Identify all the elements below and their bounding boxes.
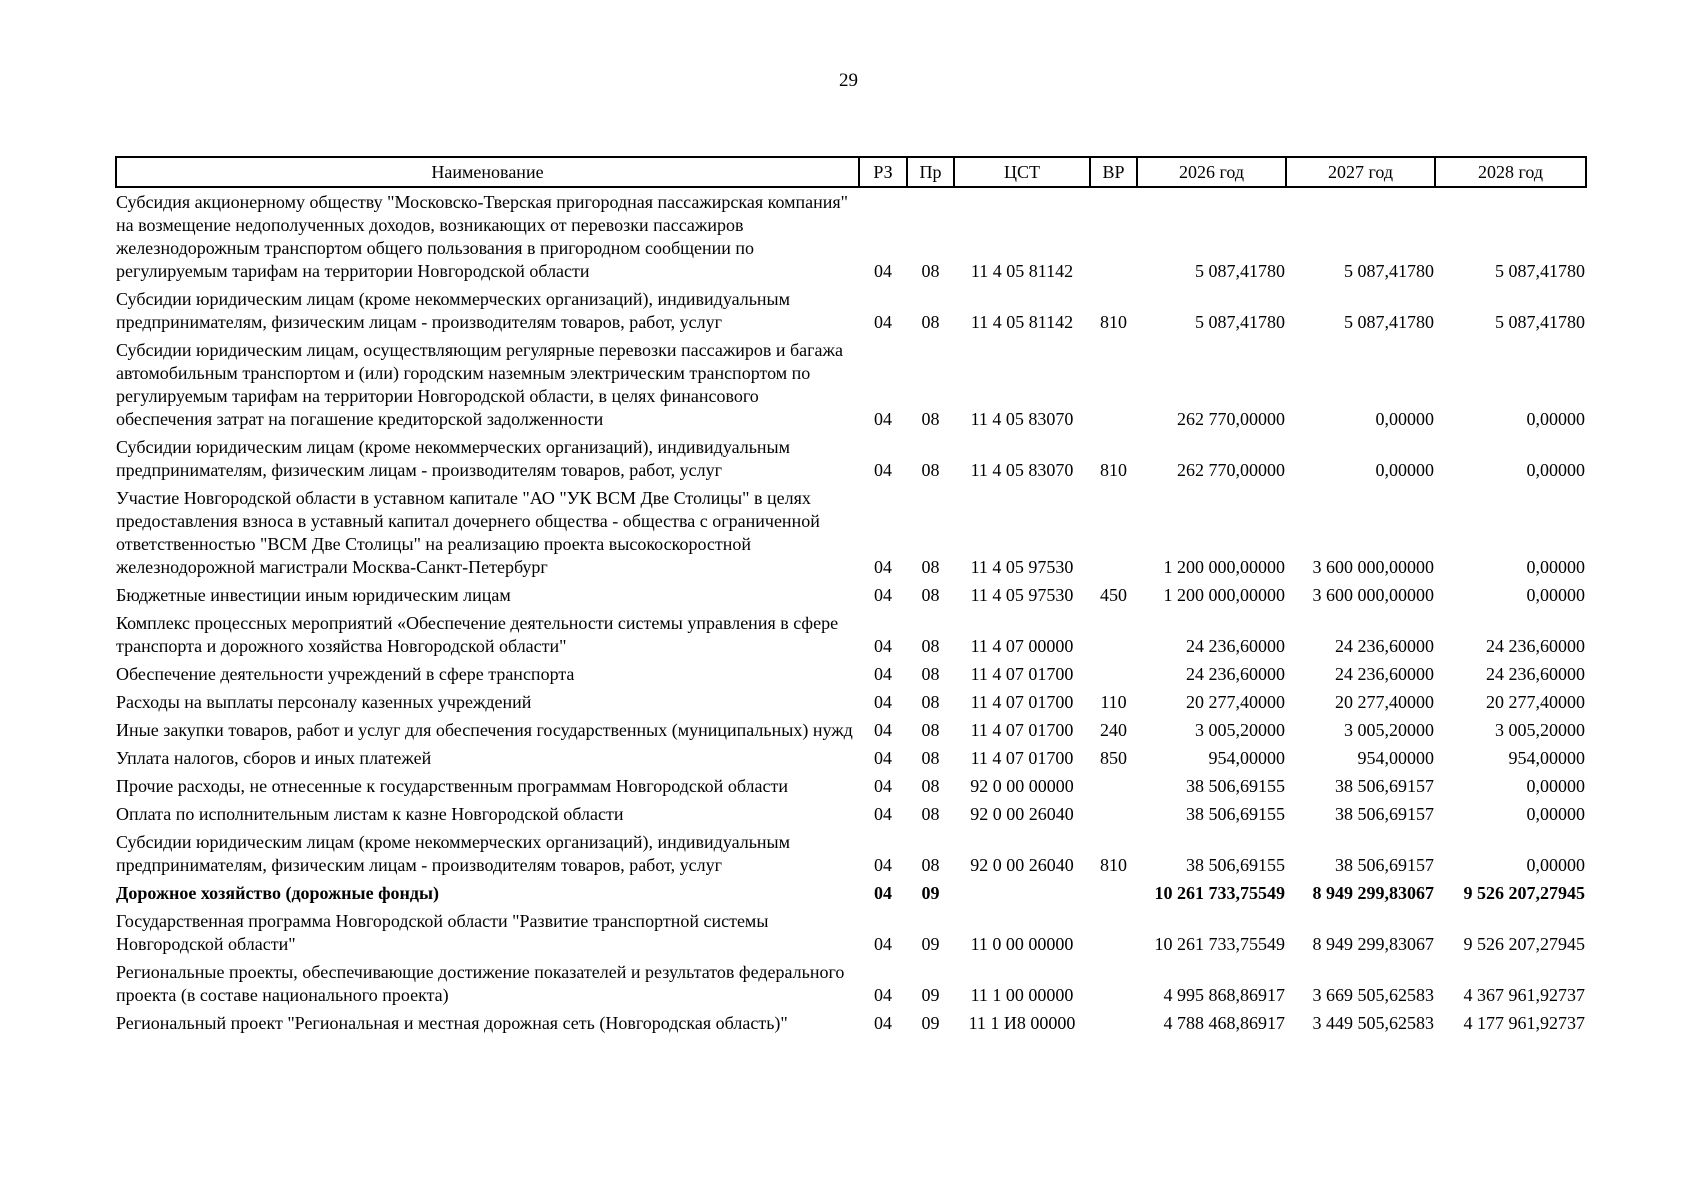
cell-rz: 04 <box>874 409 892 429</box>
cell-cst: 92 0 00 00000 <box>970 776 1074 796</box>
cell-2026: 3 005,20000 <box>1195 720 1285 740</box>
cell-name: Субсидии юридическим лицам (кроме некоммерческих организаций), индивидуальным предпринимателям, физическим лицам - производителям товаров, работ, услуг <box>116 832 791 875</box>
cell-cst: 11 4 07 01700 <box>970 748 1074 768</box>
cell-2028: 0,00000 <box>1526 804 1585 824</box>
header-2027: 2027 год <box>1286 157 1435 187</box>
cell-2028: 24 236,60000 <box>1486 636 1585 656</box>
cell-pr: 08 <box>921 636 940 656</box>
cell-vr <box>1090 336 1137 433</box>
cell-vr <box>1090 1009 1137 1037</box>
cell-2028: 0,00000 <box>1526 585 1585 605</box>
cell-2027: 3 005,20000 <box>1344 720 1434 740</box>
cell-cst <box>954 879 1090 907</box>
header-name: Наименование <box>116 157 859 187</box>
cell-vr <box>1090 187 1137 285</box>
cell-rz: 04 <box>874 664 892 684</box>
cell-2027: 38 506,69157 <box>1335 804 1434 824</box>
cell-pr: 08 <box>921 748 940 768</box>
cell-2028: 5 087,41780 <box>1495 261 1585 281</box>
cell-vr: 810 <box>1100 460 1127 480</box>
table-row <box>116 688 1586 716</box>
cell-cst: 11 4 05 83070 <box>970 460 1074 480</box>
cell-name: Расходы на выплаты персоналу казенных учреждений <box>116 692 532 712</box>
cell-vr <box>1090 609 1137 660</box>
cell-vr: 110 <box>1100 692 1127 712</box>
cell-2028: 0,00000 <box>1526 460 1585 480</box>
cell-pr: 08 <box>921 460 940 480</box>
cell-2027: 8 949 299,83067 <box>1312 883 1434 903</box>
cell-2027: 954,00000 <box>1357 748 1434 768</box>
cell-name: Прочие расходы, не отнесенные к государственным программам Новгородской области <box>116 776 788 796</box>
cell-rz: 04 <box>874 855 892 875</box>
cell-2026: 262 770,00000 <box>1177 460 1285 480</box>
cell-name: Обеспечение деятельности учреждений в сфере транспорта <box>116 664 575 684</box>
cell-rz: 04 <box>874 585 892 605</box>
cell-pr: 08 <box>921 804 940 824</box>
cell-vr <box>1090 484 1137 581</box>
table-body <box>116 187 1586 1037</box>
cell-pr: 09 <box>921 934 940 954</box>
cell-rz: 04 <box>874 985 892 1005</box>
cell-cst: 11 4 07 01700 <box>970 692 1074 712</box>
cell-vr <box>1090 958 1137 1009</box>
cell-rz: 04 <box>874 804 892 824</box>
cell-name: Уплата налогов, сборов и иных платежей <box>116 748 432 768</box>
cell-2026: 954,00000 <box>1208 748 1285 768</box>
cell-name: Оплата по исполнительным листам к казне Новгородской области <box>116 804 624 824</box>
cell-pr: 08 <box>921 664 940 684</box>
cell-2028: 954,00000 <box>1508 748 1585 768</box>
cell-pr: 09 <box>921 985 940 1005</box>
cell-pr: 09 <box>921 1013 940 1033</box>
cell-name: Субсидия акционерному обществу "Московско-Тверская пригородная пассажирская компания" на возмещение недополученных доходов, возникающих от перевозки пассажиров железнодорожным транспортом общего пользования в пригородном сообщении по регулируемым тарифам на территории Новгородской области <box>116 192 849 281</box>
cell-rz: 04 <box>874 748 892 768</box>
cell-rz: 04 <box>874 557 892 577</box>
cell-2026: 38 506,69155 <box>1186 804 1285 824</box>
table-row <box>116 609 1586 660</box>
table-row <box>116 800 1586 828</box>
cell-rz: 04 <box>874 720 892 740</box>
cell-2027: 38 506,69157 <box>1335 855 1434 875</box>
table-row <box>116 187 1586 285</box>
cell-cst: 11 4 05 97530 <box>970 585 1074 605</box>
cell-name: Региональный проект "Региональная и местная дорожная сеть (Новгородская область)" <box>116 1013 788 1033</box>
cell-rz: 04 <box>874 934 892 954</box>
header-vr: ВР <box>1090 157 1137 187</box>
cell-pr: 08 <box>921 855 940 875</box>
cell-cst: 11 4 05 81142 <box>970 261 1074 281</box>
table-row <box>116 660 1586 688</box>
cell-name: Участие Новгородской области в уставном капитале "АО "УК ВСМ Две Столицы" в целях предоставления взноса в уставный капитал дочернего общества - общества с ограниченной ответственностью "ВСМ Две Столицы" на реализацию проекта высокоскоростной железнодорожной магистрали Москва-Санкт-Петербург <box>116 488 820 577</box>
budget-table <box>115 156 1587 1037</box>
cell-name: Региональные проекты, обеспечивающие достижение показателей и результатов федерального проекта (в составе национального проекта) <box>116 962 845 1005</box>
table-row <box>116 907 1586 958</box>
table-row <box>116 336 1586 433</box>
cell-cst: 92 0 00 26040 <box>970 855 1074 875</box>
cell-2027: 3 449 505,62583 <box>1312 1013 1434 1033</box>
cell-name: Дорожное хозяйство (дорожные фонды) <box>116 883 440 903</box>
cell-2028: 4 177 961,92737 <box>1463 1013 1585 1033</box>
header-2028: 2028 год <box>1435 157 1586 187</box>
cell-2027: 0,00000 <box>1375 409 1434 429</box>
cell-cst: 11 0 00 00000 <box>970 934 1074 954</box>
table-row <box>116 484 1586 581</box>
cell-cst: 11 1 00 00000 <box>970 985 1074 1005</box>
header-rz: РЗ <box>859 157 907 187</box>
cell-2026: 4 788 468,86917 <box>1163 1013 1285 1033</box>
cell-2028: 0,00000 <box>1526 776 1585 796</box>
cell-2028: 24 236,60000 <box>1486 664 1585 684</box>
table-row <box>116 879 1586 907</box>
cell-cst: 92 0 00 26040 <box>970 804 1074 824</box>
cell-vr: 850 <box>1100 748 1127 768</box>
cell-2026: 10 261 733,75549 <box>1154 934 1285 954</box>
cell-name: Комплекс процессных мероприятий «Обеспечение деятельности системы управления в сфере транспорта и дорожного хозяйства Новгородской области" <box>116 613 839 656</box>
cell-2028: 4 367 961,92737 <box>1463 985 1585 1005</box>
table-row <box>116 433 1586 484</box>
header-2026: 2026 год <box>1137 157 1286 187</box>
cell-2027: 38 506,69157 <box>1335 776 1434 796</box>
cell-rz: 04 <box>874 692 892 712</box>
cell-vr: 810 <box>1100 312 1127 332</box>
table-row <box>116 958 1586 1009</box>
cell-pr: 08 <box>921 776 940 796</box>
table-row <box>116 581 1586 609</box>
cell-cst: 11 1 И8 00000 <box>968 1013 1076 1033</box>
cell-2026: 38 506,69155 <box>1186 776 1285 796</box>
cell-vr <box>1090 772 1137 800</box>
cell-vr <box>1090 800 1137 828</box>
cell-rz: 04 <box>874 776 892 796</box>
cell-2028: 5 087,41780 <box>1495 312 1585 332</box>
cell-vr: 810 <box>1100 855 1127 875</box>
cell-2026: 38 506,69155 <box>1186 855 1285 875</box>
cell-2028: 0,00000 <box>1526 855 1585 875</box>
cell-2026: 1 200 000,00000 <box>1163 585 1285 605</box>
cell-2027: 20 277,40000 <box>1335 692 1434 712</box>
cell-vr: 450 <box>1100 585 1127 605</box>
cell-pr: 08 <box>921 692 940 712</box>
cell-name: Государственная программа Новгородской области "Развитие транспортной системы Новгородской области" <box>116 911 769 954</box>
table-row <box>116 744 1586 772</box>
cell-2027: 5 087,41780 <box>1344 312 1434 332</box>
cell-pr: 08 <box>921 720 940 740</box>
cell-2028: 0,00000 <box>1526 409 1585 429</box>
cell-2026: 24 236,60000 <box>1186 664 1285 684</box>
cell-rz: 04 <box>874 636 892 656</box>
cell-pr: 08 <box>921 585 940 605</box>
cell-2027: 24 236,60000 <box>1335 636 1434 656</box>
cell-pr: 08 <box>921 409 940 429</box>
header-pr: Пр <box>907 157 954 187</box>
cell-vr <box>1090 907 1137 958</box>
cell-2026: 1 200 000,00000 <box>1163 557 1285 577</box>
table-row <box>116 716 1586 744</box>
cell-2028: 9 526 207,27945 <box>1463 934 1585 954</box>
table-header-row <box>116 157 1586 187</box>
cell-2028: 0,00000 <box>1526 557 1585 577</box>
cell-vr: 240 <box>1100 720 1127 740</box>
cell-2026: 24 236,60000 <box>1186 636 1285 656</box>
cell-pr: 08 <box>921 312 940 332</box>
cell-2026: 4 995 868,86917 <box>1163 985 1285 1005</box>
cell-2027: 3 600 000,00000 <box>1312 585 1434 605</box>
cell-rz: 04 <box>874 261 892 281</box>
cell-2026: 5 087,41780 <box>1195 312 1285 332</box>
cell-pr: 08 <box>921 261 940 281</box>
cell-pr: 09 <box>921 883 940 903</box>
cell-2028: 3 005,20000 <box>1495 720 1585 740</box>
cell-rz: 04 <box>874 883 892 903</box>
cell-2027: 5 087,41780 <box>1344 261 1434 281</box>
cell-2026: 20 277,40000 <box>1186 692 1285 712</box>
cell-rz: 04 <box>874 1013 892 1033</box>
cell-cst: 11 4 07 00000 <box>970 636 1074 656</box>
cell-2027: 3 669 505,62583 <box>1312 985 1434 1005</box>
cell-rz: 04 <box>874 312 892 332</box>
page-number: 29 <box>839 70 858 91</box>
cell-2026: 10 261 733,75549 <box>1154 883 1285 903</box>
cell-name: Бюджетные инвестиции иным юридическим лицам <box>116 585 511 605</box>
cell-2027: 24 236,60000 <box>1335 664 1434 684</box>
cell-2027: 3 600 000,00000 <box>1312 557 1434 577</box>
cell-name: Субсидии юридическим лицам (кроме некоммерческих организаций), индивидуальным предпринимателям, физическим лицам - производителям товаров, работ, услуг <box>116 437 791 480</box>
cell-name: Субсидии юридическим лицам, осуществляющим регулярные перевозки пассажиров и багажа автомобильным транспортом и (или) городским наземным электрическим транспортом по регулируемым тарифам на территории Новгородской области, в целях финансового обеспечения затрат на погашение кредиторской задолженности <box>116 340 843 429</box>
cell-2028: 9 526 207,27945 <box>1463 883 1585 903</box>
table-row <box>116 285 1586 336</box>
cell-2028: 20 277,40000 <box>1486 692 1585 712</box>
cell-vr <box>1090 879 1137 907</box>
table-row <box>116 828 1586 879</box>
cell-name: Субсидии юридическим лицам (кроме некоммерческих организаций), индивидуальным предпринимателям, физическим лицам - производителям товаров, работ, услуг <box>116 289 791 332</box>
cell-name: Иные закупки товаров, работ и услуг для обеспечения государственных (муниципальных) нужд <box>116 720 853 740</box>
cell-2027: 0,00000 <box>1375 460 1434 480</box>
table-row <box>116 772 1586 800</box>
cell-vr <box>1090 660 1137 688</box>
table-row <box>116 1009 1586 1037</box>
cell-2026: 262 770,00000 <box>1177 409 1285 429</box>
cell-cst: 11 4 05 97530 <box>970 557 1074 577</box>
cell-cst: 11 4 07 01700 <box>970 720 1074 740</box>
cell-cst: 11 4 07 01700 <box>970 664 1074 684</box>
cell-cst: 11 4 05 81142 <box>970 312 1074 332</box>
header-cst: ЦСТ <box>954 157 1090 187</box>
cell-rz: 04 <box>874 460 892 480</box>
cell-2027: 8 949 299,83067 <box>1312 934 1434 954</box>
cell-cst: 11 4 05 83070 <box>970 409 1074 429</box>
cell-pr: 08 <box>921 557 940 577</box>
cell-2026: 5 087,41780 <box>1195 261 1285 281</box>
